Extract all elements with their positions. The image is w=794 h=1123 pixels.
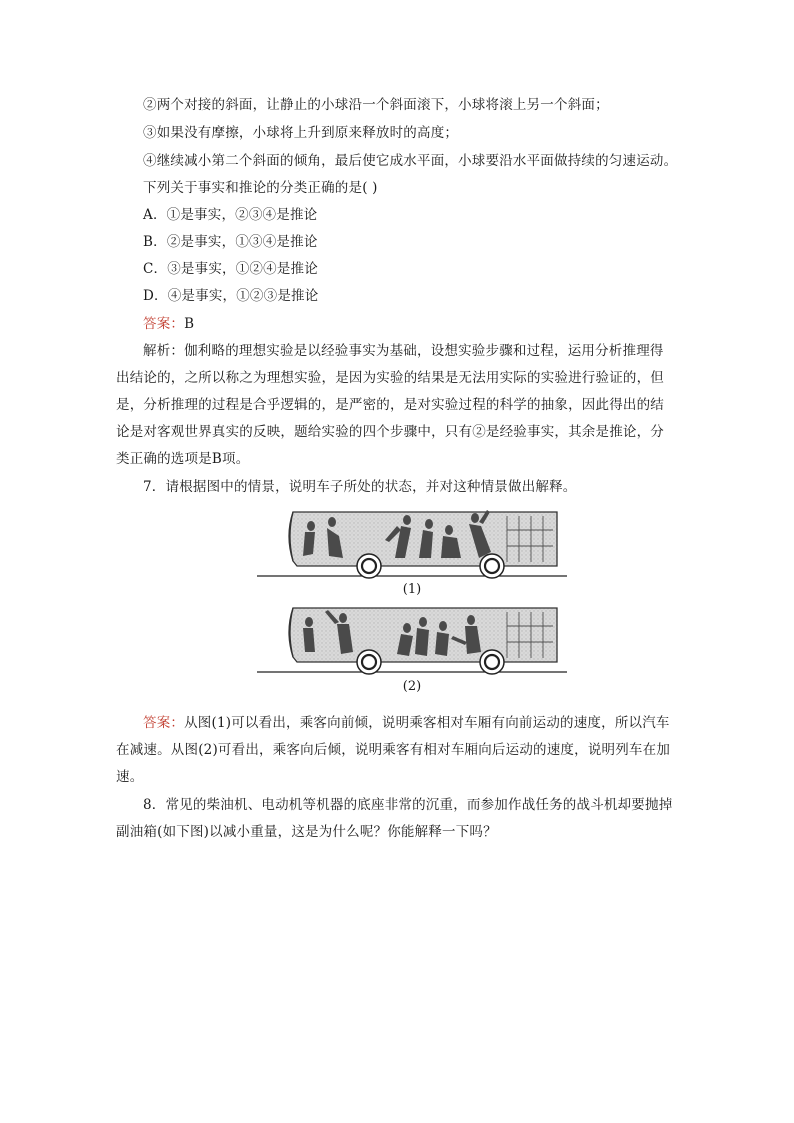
statement-2: ②两个对接的斜面，让静止的小球沿一个斜面滚下，小球将滚上另一个斜面； xyxy=(143,97,609,113)
figure-caption-2: (2) xyxy=(402,679,422,694)
answer-7-line-3: 速。 xyxy=(116,769,144,785)
answer-7-text: 从图(1)可以看出，乘客向前倾，说明乘客相对车厢有向前运动的速度，所以汽车 xyxy=(184,715,670,731)
explanation-line-2: 出结论的，之所以称之为理想实验，是因为实验的结果是无法用实际的实验进行验证的，但 xyxy=(116,370,664,386)
question-8-line-1: 8．常见的柴油机、电动机等机器的底座非常的沉重，而参加作战任务的战斗机却要抛掉 xyxy=(143,797,673,813)
explanation-line-3: 是，分析推理的过程是合乎逻辑的，是严密的，是对实验过程的科学的抽象，因此得出的结 xyxy=(116,397,664,413)
figure-caption-1: (1) xyxy=(402,582,422,597)
statement-3: ③如果没有摩擦，小球将上升到原来释放时的高度； xyxy=(143,125,459,141)
answer-7-line-1 xyxy=(143,714,670,732)
question-8-line-2: 副油箱(如下图)以减小重量，这是为什么呢？你能解释一下吗？ xyxy=(116,824,497,840)
explanation-line-1: 解析：伽利略的理想实验是以经验事实为基础，设想实验步骤和过程，运用分析推理得 xyxy=(143,343,664,359)
answer-label: 答案： xyxy=(143,316,185,332)
question-stem: 下列关于事实和推论的分类正确的是( ) xyxy=(143,180,378,196)
option-d: D．④是事实，①②③是推论 xyxy=(143,288,319,304)
option-b: B．②是事实，①③④是推论 xyxy=(143,234,318,250)
answer-7-label: 答案： xyxy=(143,715,185,731)
question-7: 7．请根据图中的情景，说明车子所处的状态，并对这种情景做出解释。 xyxy=(143,479,577,495)
bus-figure xyxy=(257,506,567,702)
explanation-line-5: 类正确的选项是B项。 xyxy=(116,451,250,467)
option-a: A．①是事实，②③④是推论 xyxy=(143,207,318,223)
explanation-line-4: 论是对客观世界真实的反映，题给实验的四个步骤中，只有②是经验事实，其余是推论，分 xyxy=(116,424,664,440)
option-c: C．③是事实，①②④是推论 xyxy=(143,261,318,277)
bus-1 xyxy=(257,510,567,578)
bus-illustration xyxy=(257,506,567,702)
bus-2 xyxy=(257,608,567,674)
answer-value: B xyxy=(184,316,195,332)
answer-line xyxy=(143,315,194,333)
answer-7-line-2: 在减速。从图(2)可看出，乘客向后倾，说明乘客有相对车厢向后运动的速度，说明列车在加 xyxy=(116,742,671,758)
statement-4: ④继续减小第二个斜面的倾角，最后使它成水平面，小球要沿水平面做持续的匀速运动。 xyxy=(143,153,678,169)
